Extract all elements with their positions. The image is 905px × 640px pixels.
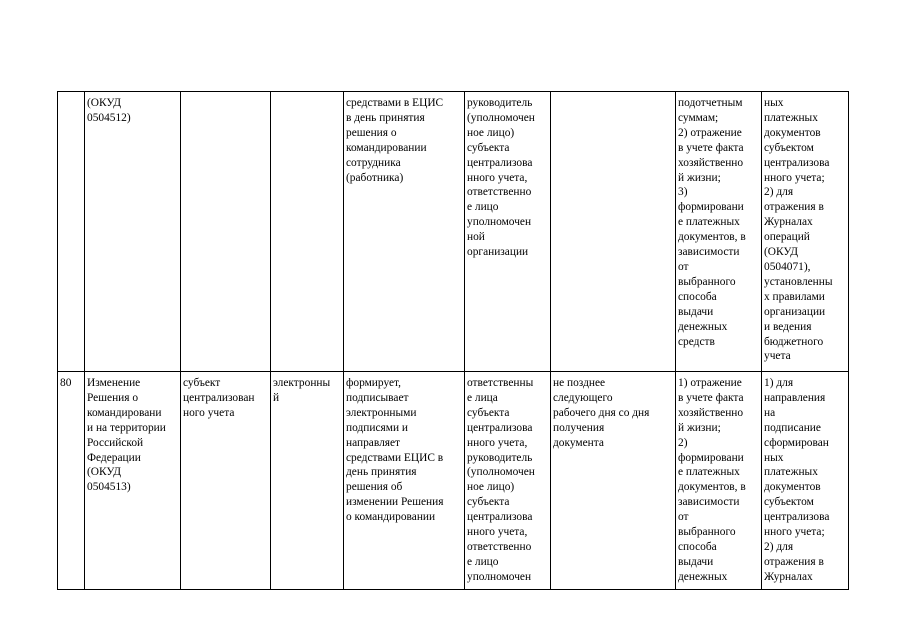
document-table <box>57 91 849 590</box>
deadline-cell <box>551 92 676 372</box>
row-number-cell: 80 <box>58 372 85 590</box>
purpose-cell: 1) отражение в учете факта хозяйственно й жизни; 2) формировани е платежных документов, в зависимости от выбранного способа выдачи денежных <box>676 372 762 590</box>
document-name-cell: Изменение Решения о командировани и на территории Российской Федерации (ОКУД 0504513) <box>85 372 181 590</box>
notes-cell: 1) для направления на подписание сформирован ных платежных документов субъектом централизова нного учета; 2) для отражения в Журналах <box>762 372 849 590</box>
notes-cell: ных платежных документов субъектом централизова нного учета; 2) для отражения в Журналах операций (ОКУД 0504071), установленны х правилами организации и ведения бюджетного учета <box>762 92 849 372</box>
signer-cell: ответственны е лица субъекта централизова нного учета, руководитель (уполномочен ное лицо) субъекта централизова нного учета, ответственно е лицо уполномочен <box>465 372 551 590</box>
responsible-cell <box>181 92 271 372</box>
row-number-cell <box>58 92 85 372</box>
form-cell <box>271 92 344 372</box>
form-cell: электронны й <box>271 372 344 590</box>
deadline-cell: не позднее следующего рабочего дня со дня получения документа <box>551 372 676 590</box>
table-row <box>58 92 849 372</box>
responsible-cell: субъект централизован ного учета <box>181 372 271 590</box>
action-cell: средствами в ЕЦИС в день принятия решения о командировании сотрудника (работника) <box>344 92 465 372</box>
purpose-cell: подотчетным суммам; 2) отражение в учете факта хозяйственно й жизни; 3) формировани е платежных документов, в зависимости от выбранного способа выдачи денежных средств <box>676 92 762 372</box>
signer-cell: руководитель (уполномочен ное лицо) субъекта централизова нного учета, ответственно е лицо уполномочен ной организации <box>465 92 551 372</box>
document-name-cell: (ОКУД 0504512) <box>85 92 181 372</box>
table-row <box>58 372 849 590</box>
action-cell: формирует, подписывает электронными подписями и направляет средствами ЕЦИС в день принятия решения об изменении Решения о командировании <box>344 372 465 590</box>
